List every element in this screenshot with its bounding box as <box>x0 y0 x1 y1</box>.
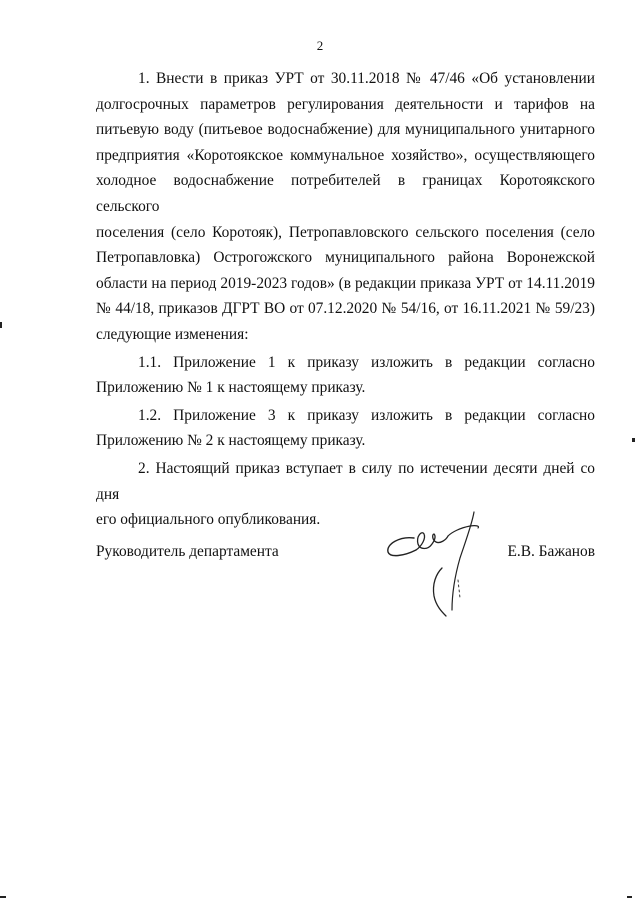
clause-2-line: 2. Настоящий приказ вступает в силу по истечении десяти дней со дня <box>96 459 595 503</box>
scan-speck <box>632 438 635 442</box>
clause-1-2-line: Приложению № 2 к настоящему приказу. <box>96 432 366 450</box>
clause-2 <box>96 456 595 533</box>
clause-1-line: следующие изменения: <box>96 325 249 343</box>
clause-1-2-line: 1.2. Приложение 3 к приказу изложить в редакции согласно <box>138 406 595 424</box>
clause-1-1-line: Приложению № 1 к настоящему приказу. <box>96 379 366 397</box>
handwritten-signature <box>380 510 490 620</box>
clause-1 <box>96 66 595 348</box>
scan-speck <box>0 896 6 898</box>
clause-1-line: предприятия «Коротоякское коммунальное хозяйство», осуществляющего <box>96 146 595 164</box>
clause-1-line: долгосрочных параметров регулирования деятельности и тарифов на <box>96 95 595 113</box>
clause-1-line: холодное водоснабжение потребителей в границах Коротоякского сельского <box>96 172 595 215</box>
clause-1-line: Петропавловка) Острогожского муниципального района Воронежской <box>96 249 595 267</box>
clause-1-line: питьевую воду (питьевое водоснабжение) для муниципального унитарного <box>96 121 595 139</box>
page-number: 2 <box>316 38 324 53</box>
signatory-role: Руководитель департамента <box>96 543 279 560</box>
scan-speck <box>0 322 2 328</box>
clause-1-line: области на период 2019-2023 годов» (в редакции приказа УРТ от 14.11.2019 <box>96 274 595 292</box>
document-body <box>96 66 595 533</box>
clause-2-line: его официального опубликования. <box>96 511 321 529</box>
clause-1-2 <box>96 403 595 454</box>
clause-1-1-line: 1.1. Приложение 1 к приказу изложить в редакции согласно <box>138 353 595 371</box>
scan-speck <box>627 896 632 898</box>
clause-1-line: поселения (село Коротояк), Петропавловского сельского поселения (село <box>96 223 595 241</box>
clause-1-1 <box>96 350 595 401</box>
clause-1-line: 1. Внести в приказ УРТ от 30.11.2018 № 47/46 «Об установлении <box>138 70 595 87</box>
clause-1-line: № 44/18, приказов ДГРТ ВО от 07.12.2020 № 54/16, от 16.11.2021 № 59/23) <box>96 300 595 318</box>
signatory-name: Е.В. Бажанов <box>507 543 595 560</box>
